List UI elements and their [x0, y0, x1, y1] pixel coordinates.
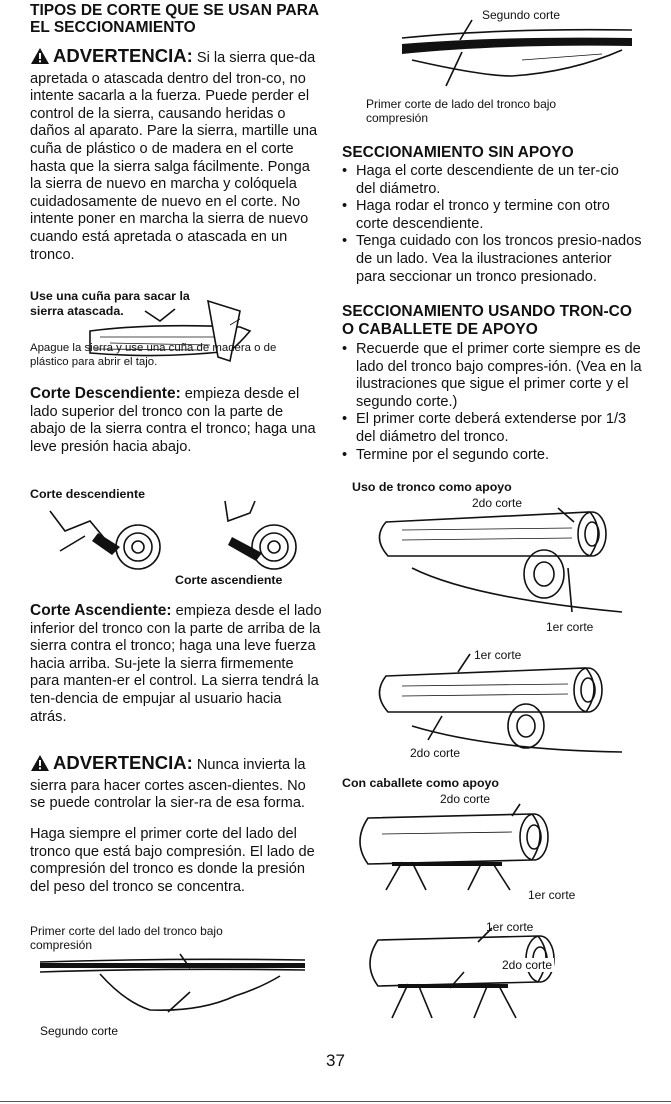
second-cut-label: 2do corte: [410, 746, 461, 760]
support-section: [342, 303, 642, 464]
first-cut-label: 1er corte: [546, 620, 594, 634]
warning-body: Nunca invierta la sierra para hacer cortes ascen-dientes. No se puede controlar la sier-ra de esa forma.: [30, 757, 306, 812]
bent-log-illustration: [40, 954, 310, 1018]
list-item: • Termine por el segundo corte.: [342, 447, 642, 465]
undercut-body: empieza desde el lado inferior del tronco con la parte de arriba de la sierra contra el tronco; haga una leve fuerza hacia arriba. Su-jete la sierra firmemente para manten-er el control. La sierra tendrá la ten-dencia de empujar al usuario hacia atrás.: [30, 603, 322, 725]
log-support-figures: [352, 480, 632, 780]
support-list: [342, 341, 642, 464]
first-cut-label: 1er corte: [486, 920, 534, 934]
arched-log-illustration: [402, 20, 642, 92]
overcut-paragraph: [30, 385, 322, 456]
no-support-section: [342, 144, 642, 286]
log-on-log-illustration-1: [372, 508, 632, 618]
warning-title: ADVERTENCIA:: [53, 45, 193, 66]
wedge-label: Use una cuña para sacar la sierra atascada.: [30, 289, 190, 318]
second-cut-label: 2do corte: [502, 958, 553, 972]
second-cut-label: Segundo corte: [40, 1024, 119, 1038]
compression-paragraph: Haga siempre el primer corte del lado del tronco que está bajo compresión. El lado de compresión del tronco es donde la presión del peso del tronco se concentra.: [30, 826, 315, 895]
warning-triangle-icon: [30, 754, 50, 778]
first-cut-label: 1er corte: [474, 648, 522, 662]
list-item: • Tenga cuidado con los troncos presio-nados de un lado. Vea la ilustraciones anterior para seccionar un tronco presionado.: [342, 233, 642, 286]
first-cut-label: 1er corte: [528, 888, 576, 902]
undercut-lead: Corte Ascendiente:: [30, 602, 172, 619]
sawhorse-label: Con caballete como apoyo: [342, 776, 499, 790]
first-cut-label: Primer corte del lado del tronco bajo compresión: [30, 924, 223, 952]
cut-illustrations: [30, 501, 310, 573]
wedge-figure: [30, 289, 322, 368]
list-item: • Recuerde que el primer corte siempre es de lado del tronco bajo compres-ión. (Vea en la ilustraciones que sigue el primer corte y el segundo corte.): [342, 341, 642, 411]
first-cut-label: Primer corte de lado del tronco bajo compresión: [366, 97, 557, 125]
overcut-body: empieza desde el lado superior del tronco con la parte de abajo de la sierra contra el tronco; haga una leve presión hacia abajo.: [30, 386, 316, 455]
warning-triangle-icon: [30, 47, 50, 71]
sawhorse-illustration-2: [362, 928, 572, 1028]
undercut-fig-label: Corte ascendiente: [175, 573, 283, 587]
compression-cut-figure: [30, 924, 322, 1044]
overcut-fig-label: Corte descendiente: [30, 487, 145, 501]
list-item: • Haga rodar el tronco y termine con otro corte descendiente.: [342, 198, 642, 233]
wedge-caption: Apague la sierra y use una cuña de madera o de plástico para abrir el tajo.: [30, 342, 277, 368]
warning-body: Si la sierra que-da apretada o atascada dentro del tron-co, no intente sacarla a la fuerza. Puede perder el control de la sierra, causando heridas o daños al aparato. Pare la sierra, martille una cuña de plástico o de madera en el corte hasta que la sierra salga fácilmente. Ponga la sierra de nuevo en marcha y colóquela cuidadosamente de nuevo en el corte. No intente poner en marcha la sierra de nuevo cuando está apretada o atascada en un tronco.: [30, 50, 318, 263]
log-support-label: Uso de tronco como apoyo: [352, 480, 512, 494]
no-support-list: [342, 163, 642, 286]
second-cut-label: 2do corte: [440, 792, 491, 806]
sawhorse-illustration-1: [352, 804, 562, 890]
page-number: 37: [326, 1051, 345, 1070]
over-under-cut-figure: [30, 487, 322, 587]
footer-rule: [0, 1101, 671, 1102]
sawhorse-figures: [342, 776, 642, 1046]
list-item: • Haga el corte descendiente de un ter-cio del diámetro.: [342, 163, 642, 198]
warning-title: ADVERTENCIA:: [53, 752, 193, 773]
log-on-log-illustration-2: [372, 654, 632, 754]
compression-top-figure: [342, 0, 642, 130]
warning-block-1: [30, 47, 322, 264]
overcut-lead: Corte Descendiente:: [30, 385, 181, 402]
second-cut-label: Segundo corte: [482, 8, 561, 22]
section-title-no-support: SECCIONAMIENTO SIN APOYO: [342, 144, 574, 161]
second-cut-label: 2do corte: [472, 496, 523, 510]
undercut-paragraph: [30, 602, 322, 726]
list-item: • El primer corte deberá extenderse por 1/3 del diámetro del tronco.: [342, 411, 642, 446]
warning-block-2: [30, 754, 322, 813]
section-title-cut-types: TIPOS DE CORTE QUE SE USAN PARA EL SECCIONAMIENTO: [30, 2, 319, 36]
section-title-support: SECCIONAMIENTO USANDO TRON-CO O CABALLETE DE APOYO: [342, 303, 632, 338]
